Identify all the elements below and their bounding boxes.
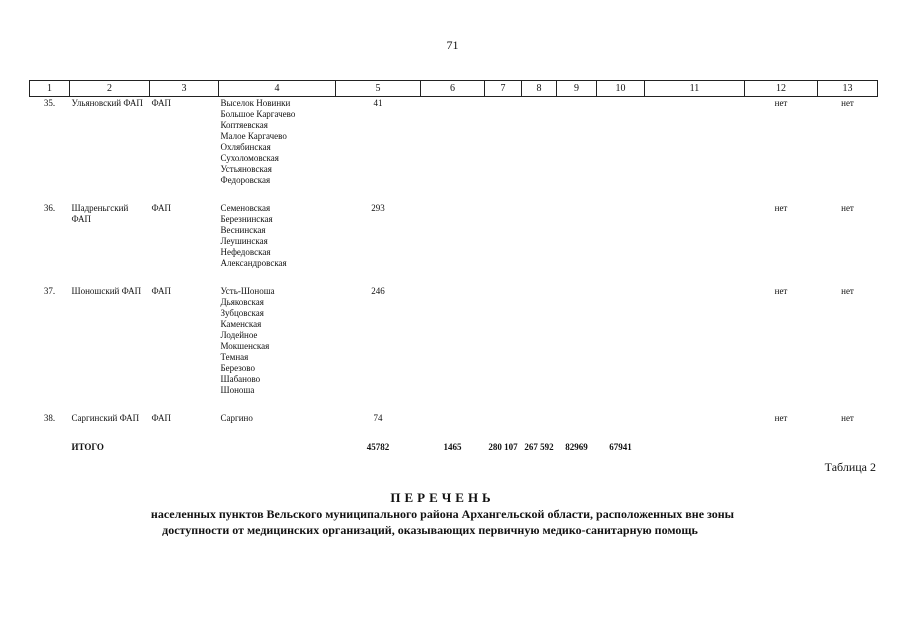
facility-name: Саргинский ФАП xyxy=(71,413,140,423)
empty-cell-7 xyxy=(485,97,522,203)
facility-name: Шадреньгский ФАП xyxy=(71,203,129,224)
settlement-name: Березнинская xyxy=(220,214,273,224)
facility-name: Шоношский ФАП xyxy=(71,286,142,296)
empty-cell-7 xyxy=(485,202,522,285)
row-number: 37. xyxy=(43,286,56,296)
empty-cell-9 xyxy=(557,97,597,203)
facility-type: ФАП xyxy=(151,286,172,296)
column-header-13: 13 xyxy=(818,81,878,97)
empty-cell-7 xyxy=(485,412,522,440)
settlement-name: Мокшенская xyxy=(220,341,270,351)
population-value: 246 xyxy=(371,286,385,296)
settlements-cell xyxy=(219,202,336,285)
column-header-8: 8 xyxy=(522,81,557,97)
column-13-value: нет xyxy=(841,413,854,423)
facility-name: Ульяновский ФАП xyxy=(71,98,143,108)
total-col-7: 280 107 xyxy=(488,442,518,452)
empty-cell-10 xyxy=(597,97,645,203)
settlement-name: Веснинская xyxy=(220,225,266,235)
settlement-name: Березово xyxy=(220,363,255,373)
column-13-value: нет xyxy=(841,98,854,108)
settlement-name: Большое Каргачево xyxy=(220,109,296,119)
settlement-name: Дьяковская xyxy=(220,297,264,307)
column-header-1: 1 xyxy=(30,81,70,97)
settlement-name: Александровская xyxy=(220,258,287,268)
table-row xyxy=(30,202,878,285)
total-col-8: 267 592 xyxy=(524,442,554,452)
settlement-name: Каменская xyxy=(220,319,262,329)
empty-cell-8 xyxy=(522,285,557,412)
total-empty-4 xyxy=(219,440,336,453)
settlement-name: Шабаново xyxy=(220,374,261,384)
empty-cell-11 xyxy=(645,412,745,440)
settlement-name: Федоровская xyxy=(220,175,271,185)
settlements-cell xyxy=(219,285,336,412)
empty-cell-8 xyxy=(522,412,557,440)
row-number: 35. xyxy=(43,98,56,108)
total-col-6: 1465 xyxy=(443,442,462,452)
settlement-name: Леушинская xyxy=(220,236,268,246)
total-empty-13 xyxy=(818,440,878,453)
empty-cell-11 xyxy=(645,202,745,285)
total-col-9: 82969 xyxy=(565,442,588,452)
page-number: 71 xyxy=(446,38,459,52)
column-12-value: нет xyxy=(774,98,788,108)
settlement-name: Устьяновская xyxy=(220,164,272,174)
population-value: 74 xyxy=(373,413,383,423)
table-caption: Таблица 2 xyxy=(824,460,876,474)
list-subtitle-line-2: доступности от медицинских организаций, оказывающих первичную медико-санитарную помощь xyxy=(162,523,698,537)
empty-cell-11 xyxy=(645,285,745,412)
column-header-4: 4 xyxy=(219,81,336,97)
empty-cell-6 xyxy=(421,97,485,203)
column-header-6: 6 xyxy=(421,81,485,97)
column-12-value: нет xyxy=(774,413,788,423)
empty-cell-8 xyxy=(522,97,557,203)
settlement-name: Темная xyxy=(220,352,249,362)
column-header-11: 11 xyxy=(645,81,745,97)
settlement-name: Саргино xyxy=(220,413,253,423)
empty-cell-6 xyxy=(421,285,485,412)
list-subtitle-line-1: населенных пунктов Вельского муниципального района Архангельской области, расположенных вне зоны xyxy=(150,507,735,521)
total-empty-11 xyxy=(645,440,745,453)
empty-cell-9 xyxy=(557,412,597,440)
column-header-12: 12 xyxy=(745,81,818,97)
total-empty-12 xyxy=(745,440,818,453)
facility-type: ФАП xyxy=(151,98,172,108)
empty-cell-6 xyxy=(421,412,485,440)
total-empty-3 xyxy=(150,440,219,453)
settlement-name: Коптяевская xyxy=(220,120,268,130)
total-empty-1 xyxy=(30,440,70,453)
settlement-name: Усть-Шоноша xyxy=(220,286,275,296)
column-12-value: нет xyxy=(774,286,788,296)
row-number: 36. xyxy=(43,203,56,213)
facility-type: ФАП xyxy=(151,203,172,213)
row-number: 38. xyxy=(43,413,56,423)
empty-cell-8 xyxy=(522,202,557,285)
empty-cell-7 xyxy=(485,285,522,412)
column-header-2: 2 xyxy=(70,81,150,97)
settlement-name: Семеновская xyxy=(220,203,271,213)
list-title-block xyxy=(0,490,905,538)
total-col-10: 67941 xyxy=(609,442,632,452)
settlement-name: Выселок Новинки xyxy=(220,98,291,108)
settlement-name: Нефедовская xyxy=(220,247,271,257)
empty-cell-6 xyxy=(421,202,485,285)
table-body xyxy=(30,97,878,454)
settlement-name: Охлябинская xyxy=(220,142,271,152)
empty-cell-9 xyxy=(557,202,597,285)
facility-type: ФАП xyxy=(151,413,172,423)
empty-cell-10 xyxy=(597,202,645,285)
column-13-value: нет xyxy=(841,203,854,213)
settlements-cell xyxy=(219,97,336,203)
column-header-7: 7 xyxy=(485,81,522,97)
settlement-name: Малое Каргачево xyxy=(220,131,287,141)
table-header-row xyxy=(30,81,878,97)
settlement-name: Шоноша xyxy=(220,385,255,395)
population-value: 41 xyxy=(373,98,383,108)
total-label: ИТОГО xyxy=(71,442,104,452)
facilities-table-container xyxy=(29,80,877,453)
column-header-10: 10 xyxy=(597,81,645,97)
settlement-name: Сухоломовская xyxy=(220,153,279,163)
column-header-3: 3 xyxy=(150,81,219,97)
empty-cell-9 xyxy=(557,285,597,412)
settlements-cell xyxy=(219,412,336,440)
column-header-9: 9 xyxy=(557,81,597,97)
table-row xyxy=(30,97,878,203)
settlement-name: Лодейное xyxy=(220,330,258,340)
column-13-value: нет xyxy=(841,286,854,296)
column-12-value: нет xyxy=(774,203,788,213)
total-row xyxy=(30,440,878,453)
settlement-name: Зубцовская xyxy=(220,308,264,318)
list-title: ПЕРЕЧЕНЬ xyxy=(390,490,495,505)
empty-cell-10 xyxy=(597,412,645,440)
column-header-5: 5 xyxy=(336,81,421,97)
total-col-5: 45782 xyxy=(366,442,390,452)
table-row xyxy=(30,285,878,412)
facilities-table xyxy=(29,80,878,453)
empty-cell-10 xyxy=(597,285,645,412)
empty-cell-11 xyxy=(645,97,745,203)
table-row xyxy=(30,412,878,440)
population-value: 293 xyxy=(371,203,385,213)
